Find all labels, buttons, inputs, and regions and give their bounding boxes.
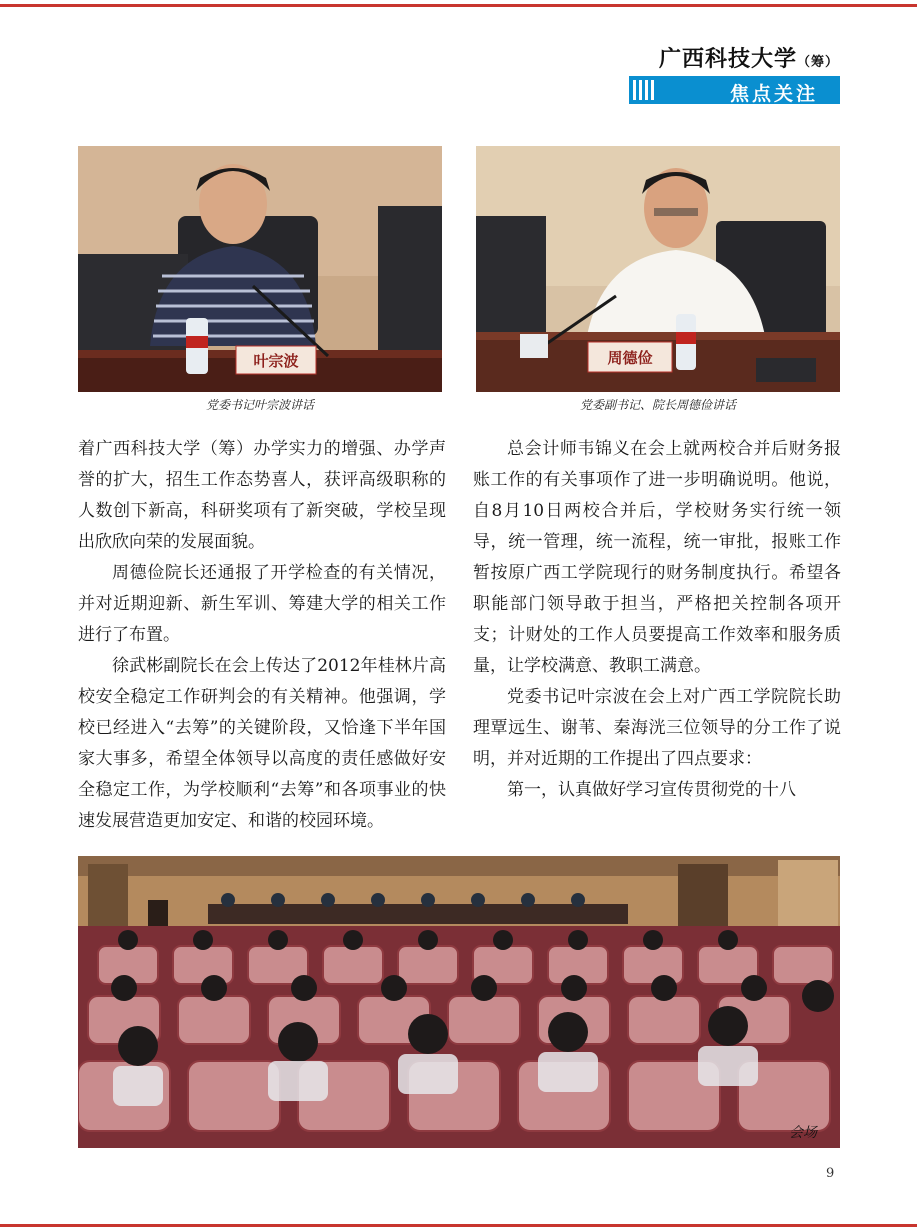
caption-top-left: 党委书记叶宗波讲话	[205, 398, 314, 412]
masthead-title: 广西科技大学	[658, 47, 797, 72]
nameplate-text-right: 周德俭	[607, 349, 653, 367]
masthead-title-note: （筹）	[796, 55, 839, 70]
left-paragraph-2: 周德俭院长还通报了开学检查的有关情况，并对近期迎新、新生军训、筹建大学的相关工作进行了布置。	[78, 563, 446, 645]
photo-meeting-hall	[78, 856, 840, 1148]
top-rule	[0, 4, 917, 7]
caption-top-right: 党委副书记、院长周德俭讲话	[579, 398, 736, 412]
right-paragraph-2: 党委书记叶宗波在会上对广西工学院院长助理覃远生、谢苇、秦海洸三位领导的分工作了说明，并对近期的工作提出了四点要求：	[473, 687, 841, 769]
section-bar-stripes	[633, 80, 654, 100]
bottom-rule	[0, 1224, 917, 1227]
section-bar	[629, 76, 840, 104]
nameplate-text-left: 叶宗波	[253, 352, 299, 370]
left-paragraph-1: 着广西科技大学（筹）办学实力的增强、办学声誉的扩大，招生工作态势喜人，获评高级职称的人数创下新高，科研奖项有了新突破，学校呈现出欣欣向荣的发展面貌。	[78, 439, 446, 552]
photo-president-speech	[476, 146, 840, 392]
magazine-title	[659, 42, 839, 73]
page-number: 9	[826, 1166, 835, 1181]
caption-meeting-hall: 会场	[789, 1125, 817, 1141]
left-paragraph-3: 徐武彬副院长在会上传达了2012年桂林片高校安全稳定工作研判会的有关精神。他强调，学校已经进入“去筹”的关键阶段，又恰逢下半年国家大事多，希望全体领导以高度的责任感做好安全稳定工作，为学校顺利“去筹”和各项事业的快速发展营造更加安定、和谐的校园环境。	[78, 656, 446, 831]
left-column	[78, 434, 446, 837]
right-paragraph-1: 总会计师韦锦义在会上就两校合并后财务报账工作的有关事项作了进一步明确说明。他说，自8月10日两校合并后，学校财务实行统一领导，统一管理，统一流程，统一审批，报账工作暂按原广西工学院现行的财务制度执行。希望各职能部门领导敢于担当，严格把关控制各项开支；计财处的工作人员要提高工作效率和服务质量，让学校满意、教职工满意。	[473, 439, 841, 676]
right-column	[473, 434, 841, 806]
masthead	[659, 42, 839, 73]
photo-secretary-speech	[78, 146, 442, 392]
section-label: 焦点关注	[729, 83, 818, 105]
right-paragraph-3: 第一，认真做好学习宣传贯彻党的十八	[507, 780, 796, 800]
